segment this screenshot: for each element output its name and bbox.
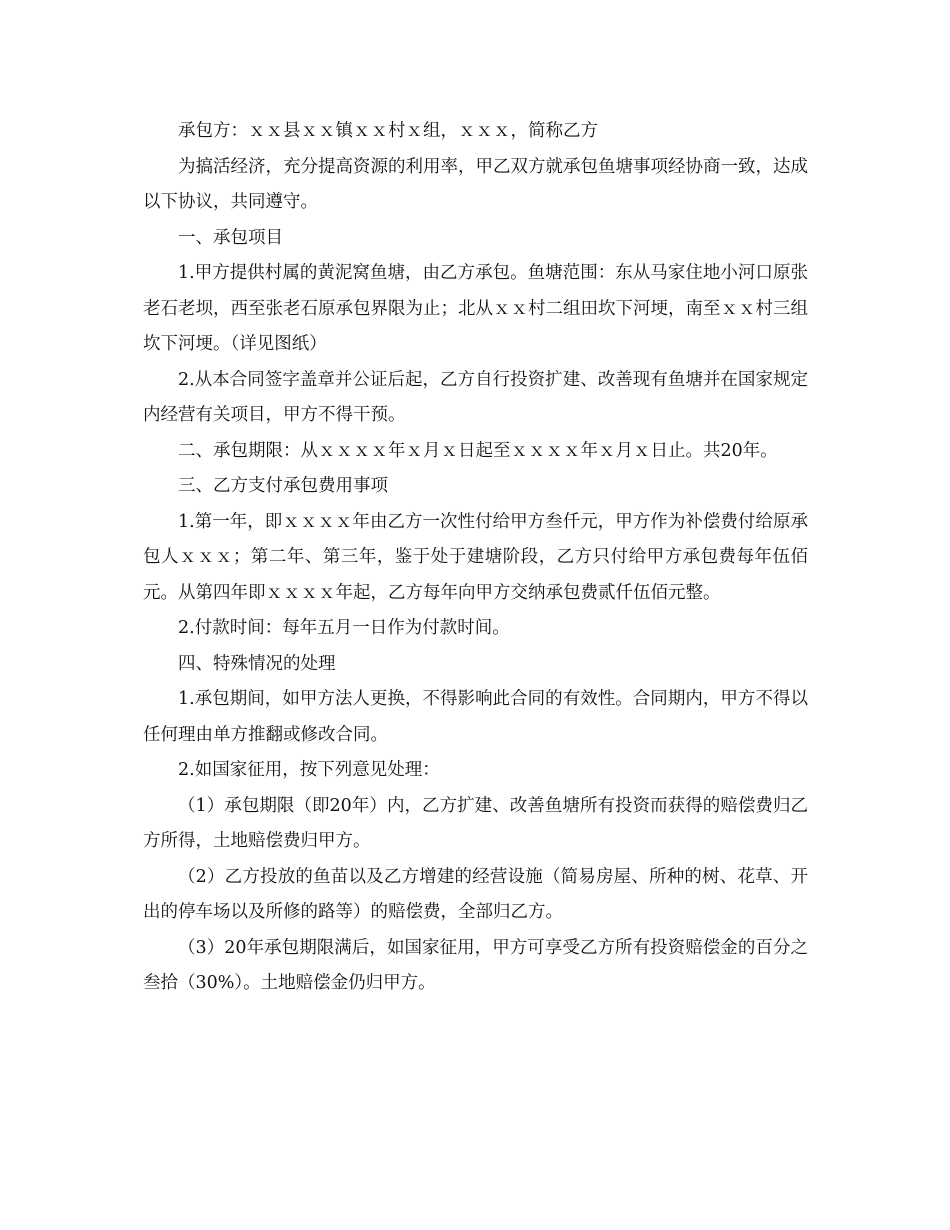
clause-1-2: 2.从本合同签字盖章并公证后起，乙方自行投资扩建、改善现有鱼塘并在国家规定内经营有关项目，甲方不得干预。: [143, 369, 808, 425]
section-heading-1: 一、承包项目: [178, 227, 283, 248]
clause-4-2-item-2: （2）乙方投放的鱼苗以及乙方增建的经营设施（简易房屋、所种的树、花草、开出的停车场以及所修的路等）的赔偿费，全部归乙方。: [143, 866, 808, 922]
section-heading-2: 二、承包期限：从ｘｘｘｘ年ｘ月ｘ日起至ｘｘｘｘ年ｘ月ｘ日止。共20年。: [178, 440, 778, 461]
contract-page: [143, 114, 808, 1002]
clause-3-2: 2.付款时间：每年五月一日作为付款时间。: [178, 618, 510, 638]
section-heading-3: 三、乙方支付承包费用事项: [178, 476, 388, 496]
preamble-paragraph: 为搞活经济，充分提高资源的利用率，甲乙双方就承包鱼塘事项经协商一致，达成以下协议，共同遵守。: [143, 156, 808, 212]
clause-4-2: 2.如国家征用，按下列意见处理：: [178, 760, 440, 780]
clause-3-1: 1.第一年，即ｘｘｘｘ年由乙方一次性付给甲方叁仟元，甲方作为补偿费付给原承包人ｘｘｘ；第二年、第三年，鉴于处于建塘阶段，乙方只付给甲方承包费每年伍佰元。从第四年即ｘｘｘｘ年起，乙方每年向甲方交纳承包费贰仟伍佰元整。: [143, 511, 808, 603]
clause-4-2-item-1: （1）承包期限（即20年）内，乙方扩建、改善鱼塘所有投资而获得的赔偿费归乙方所得，土地赔偿费归甲方。: [143, 795, 808, 851]
clause-1-1: 1.甲方提供村属的黄泥窝鱼塘，由乙方承包。鱼塘范围：东从马家住地小河口原张老石老坝，西至张老石原承包界限为止；北从ｘｘ村二组田坎下河埂，南至ｘｘ村三组坎下河埂。（详见图纸）: [143, 263, 808, 354]
clause-4-1: 1.承包期间，如甲方法人更换，不得影响此合同的有效性。合同期内，甲方不得以任何理由单方推翻或修改合同。: [143, 689, 808, 745]
clause-4-2-item-3: （3）20年承包期限满后，如国家征用，甲方可享受乙方所有投资赔偿金的百分之叁拾（30%）。土地赔偿金仍归甲方。: [143, 937, 808, 993]
party-b-line: 承包方：ｘｘ县ｘｘ镇ｘｘ村ｘ组，ｘｘｘ，简称乙方: [178, 121, 598, 141]
section-heading-4: 四、特殊情况的处理: [178, 653, 336, 674]
